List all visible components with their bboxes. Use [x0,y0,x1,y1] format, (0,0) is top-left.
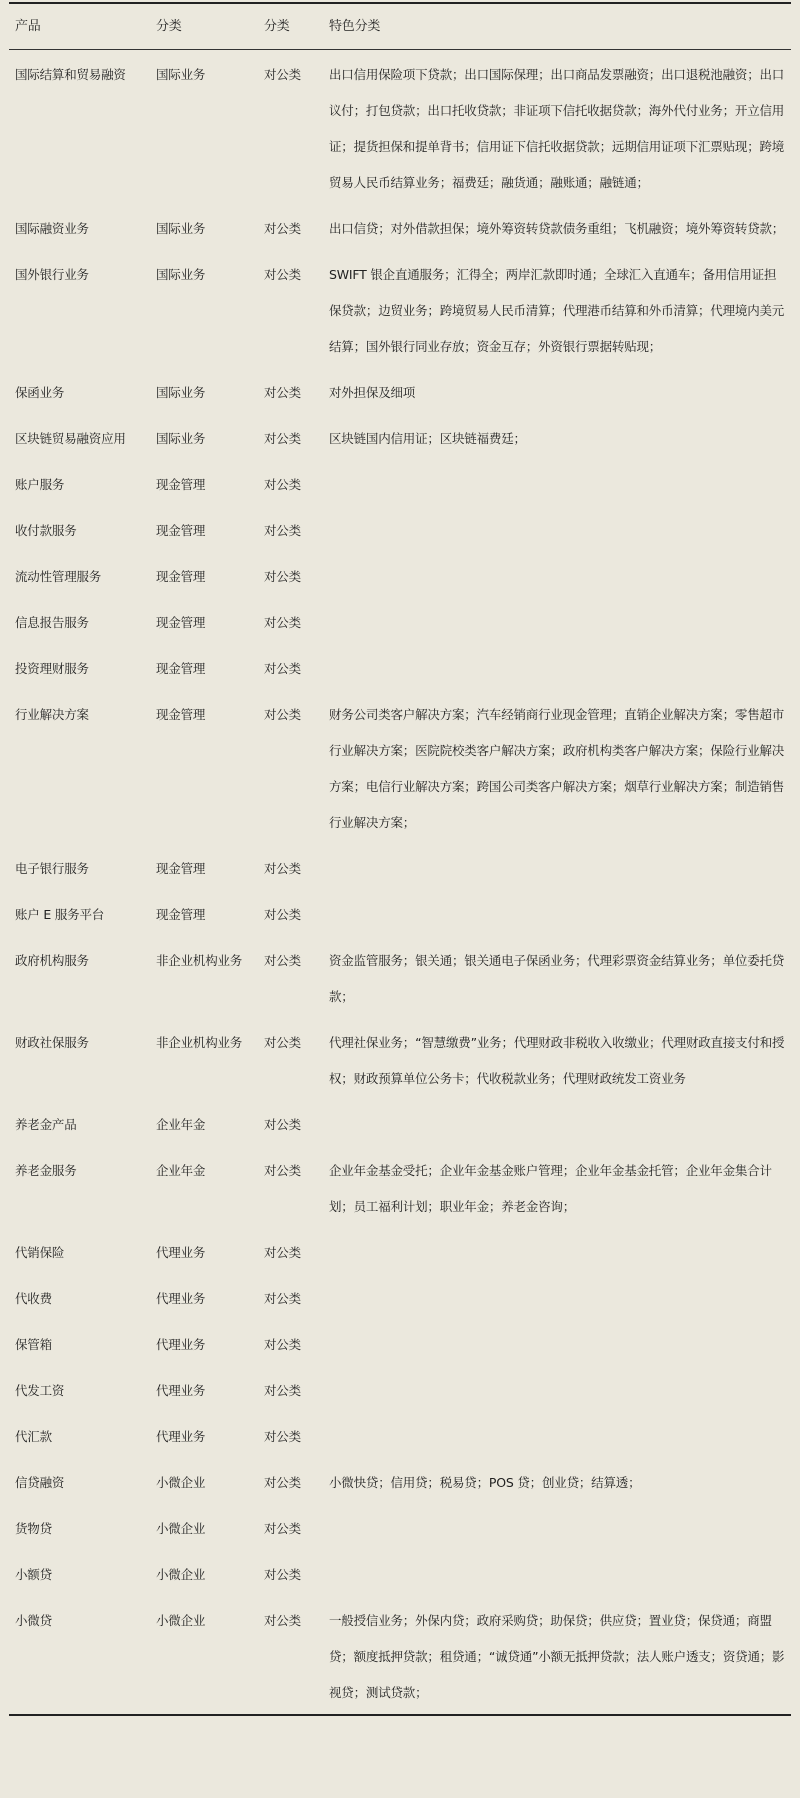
cell-category-2: 对公类 [264,1429,301,1444]
cell-product: 小额贷 [15,1567,52,1582]
cell-category-2: 对公类 [264,67,301,82]
cell-product: 行业解决方案 [15,707,89,722]
cell-features [329,1366,791,1412]
cell-product: 国际结算和贸易融资 [15,67,126,82]
cell-product: 国外银行业务 [15,267,89,282]
cell-category-2: 对公类 [264,907,301,922]
cell-product: 政府机构服务 [15,953,89,968]
cell-features: SWIFT 银企直通服务；汇得全；两岸汇款即时通；全球汇入直通车；备用信用证担保贷款；边贸业务；跨境贸易人民币清算；代理港币结算和外币清算；代理境内美元结算；国外银行同业存放；资金互存；外资银行票据转贴现； [329,267,785,354]
product-table-body [9,50,791,1714]
cell-category: 企业年金 [156,1163,206,1178]
product-table-container [9,2,791,1716]
header-category-2: 分类 [264,19,290,34]
cell-product: 信息报告服务 [15,615,89,630]
cell-product: 国际融资业务 [15,221,89,236]
cell-category: 国际业务 [156,67,206,82]
cell-category: 现金管理 [156,861,206,876]
cell-category-2: 对公类 [264,1245,301,1260]
cell-category: 代理业务 [156,1429,206,1444]
table-header [9,4,791,49]
table-row [9,1366,791,1412]
cell-features [329,1228,791,1274]
cell-features: 财务公司类客户解决方案；汽车经销商行业现金管理；直销企业解决方案；零售超市行业解决方案；医院院校类客户解决方案；政府机构类客户解决方案；保险行业解决方案；电信行业解决方案；跨国公司类客户解决方案；烟草行业解决方案；制造销售行业解决方案； [329,707,785,830]
cell-category: 代理业务 [156,1245,206,1260]
cell-features: 对外担保及细项 [329,385,416,400]
cell-category: 现金管理 [156,615,206,630]
cell-category-2: 对公类 [264,1613,301,1628]
table-row [9,368,791,414]
cell-category: 企业年金 [156,1117,206,1132]
cell-category: 现金管理 [156,477,206,492]
cell-category: 非企业机构业务 [156,953,243,968]
cell-features: 小微快贷；信用贷；税易贷；POS 贷；创业贷；结算透； [329,1475,641,1490]
table-row [9,460,791,506]
cell-features [329,506,791,552]
cell-category-2: 对公类 [264,861,301,876]
cell-features [329,890,791,936]
cell-category: 国际业务 [156,267,206,282]
table-row [9,1412,791,1458]
table-row [9,690,791,844]
cell-product: 养老金服务 [15,1163,77,1178]
cell-category-2: 对公类 [264,221,301,236]
cell-category-2: 对公类 [264,523,301,538]
table-row [9,50,791,204]
cell-product: 保管箱 [15,1337,52,1352]
cell-features [329,1412,791,1458]
cell-category-2: 对公类 [264,1163,301,1178]
table-row [9,552,791,598]
header-features: 特色分类 [329,19,381,34]
cell-features [329,1100,791,1146]
cell-features: 出口信贷；对外借款担保；境外筹资转贷款债务重组；飞机融资；境外筹资转贷款； [329,221,785,236]
table-row [9,250,791,368]
cell-product: 区块链贸易融资应用 [15,431,126,446]
product-table [9,4,791,49]
cell-features [329,598,791,644]
cell-category: 现金管理 [156,661,206,676]
cell-product: 货物贷 [15,1521,52,1536]
cell-category-2: 对公类 [264,1475,301,1490]
cell-category: 国际业务 [156,431,206,446]
cell-category-2: 对公类 [264,1035,301,1050]
table-row [9,1100,791,1146]
cell-product: 小微贷 [15,1613,52,1628]
table-row [9,644,791,690]
cell-features [329,460,791,506]
cell-features: 出口信用保险项下贷款；出口国际保理；出口商品发票融资；出口退税池融资；出口议付；打包贷款；出口托收贷款；非证项下信托收据贷款；海外代付业务；开立信用证；提货担保和提单背书；信用证下信托收据贷款；远期信用证项下汇票贴现；跨境贸易人民币结算业务；福费廷；融货通；融账通；融链通； [329,67,785,190]
table-row [9,1146,791,1228]
cell-category: 小微企业 [156,1613,206,1628]
table-row [9,1274,791,1320]
cell-category: 小微企业 [156,1521,206,1536]
cell-product: 流动性管理服务 [15,569,102,584]
cell-category-2: 对公类 [264,569,301,584]
cell-category: 现金管理 [156,569,206,584]
cell-category-2: 对公类 [264,1521,301,1536]
cell-features: 资金监管服务；银关通；银关通电子保函业务；代理彩票资金结算业务；单位委托贷款； [329,953,785,1004]
cell-features: 企业年金基金受托；企业年金基金账户管理；企业年金基金托管；企业年金集合计划；员工福利计划；职业年金；养老金咨询； [329,1163,772,1214]
table-row [9,890,791,936]
table-row [9,1550,791,1596]
cell-category-2: 对公类 [264,477,301,492]
table-row [9,936,791,1018]
cell-product: 养老金产品 [15,1117,77,1132]
cell-product: 收付款服务 [15,523,77,538]
table-row [9,414,791,460]
table-row [9,1504,791,1550]
cell-features: 代理社保业务；“智慧缴费”业务；代理财政非税收入收缴业；代理财政直接支付和授权；财政预算单位公务卡；代收税款业务；代理财政统发工资业务 [329,1035,785,1086]
cell-product: 账户服务 [15,477,65,492]
cell-product: 代销保险 [15,1245,65,1260]
cell-category: 代理业务 [156,1291,206,1306]
cell-product: 电子银行服务 [15,861,89,876]
header-category: 分类 [156,19,182,34]
cell-category-2: 对公类 [264,615,301,630]
cell-category: 现金管理 [156,523,206,538]
table-row [9,204,791,250]
cell-category-2: 对公类 [264,431,301,446]
cell-category-2: 对公类 [264,661,301,676]
table-row [9,506,791,552]
cell-product: 代发工资 [15,1383,65,1398]
cell-features [329,1550,791,1596]
cell-features: 区块链国内信用证；区块链福费廷； [329,431,526,446]
cell-category-2: 对公类 [264,1383,301,1398]
header-product: 产品 [15,19,41,34]
cell-features [329,1320,791,1366]
cell-product: 代汇款 [15,1429,52,1444]
cell-category: 现金管理 [156,707,206,722]
cell-category: 小微企业 [156,1567,206,1582]
table-row [9,1018,791,1100]
cell-category: 小微企业 [156,1475,206,1490]
cell-product: 账户 E 服务平台 [15,907,105,922]
table-body [9,50,791,1714]
table-row [9,844,791,890]
cell-category-2: 对公类 [264,267,301,282]
cell-category-2: 对公类 [264,1117,301,1132]
cell-features [329,844,791,890]
table-row [9,1596,791,1714]
cell-category: 现金管理 [156,907,206,922]
cell-features [329,552,791,598]
cell-category-2: 对公类 [264,707,301,722]
table-row [9,1228,791,1274]
cell-features [329,1504,791,1550]
cell-features [329,1274,791,1320]
cell-category: 代理业务 [156,1337,206,1352]
cell-category-2: 对公类 [264,385,301,400]
cell-category-2: 对公类 [264,1337,301,1352]
table-bottom-rule [9,1714,791,1716]
cell-product: 信贷融资 [15,1475,65,1490]
cell-category-2: 对公类 [264,1291,301,1306]
cell-features [329,644,791,690]
cell-category: 国际业务 [156,221,206,236]
table-header-row [9,4,791,49]
cell-category-2: 对公类 [264,953,301,968]
table-row [9,1458,791,1504]
cell-features: 一般授信业务；外保内贷；政府采购贷；助保贷；供应贷；置业贷；保贷通；商盟贷；额度抵押贷款；租贷通；“诚贷通”小额无抵押贷款；法人账户透支；资贷通；影视贷；测试贷款； [329,1613,785,1700]
cell-product: 投资理财服务 [15,661,89,676]
cell-product: 代收费 [15,1291,52,1306]
cell-product: 财政社保服务 [15,1035,89,1050]
cell-product: 保函业务 [15,385,65,400]
table-row [9,598,791,644]
cell-category: 非企业机构业务 [156,1035,243,1050]
cell-category: 代理业务 [156,1383,206,1398]
cell-category: 国际业务 [156,385,206,400]
table-row [9,1320,791,1366]
cell-category-2: 对公类 [264,1567,301,1582]
